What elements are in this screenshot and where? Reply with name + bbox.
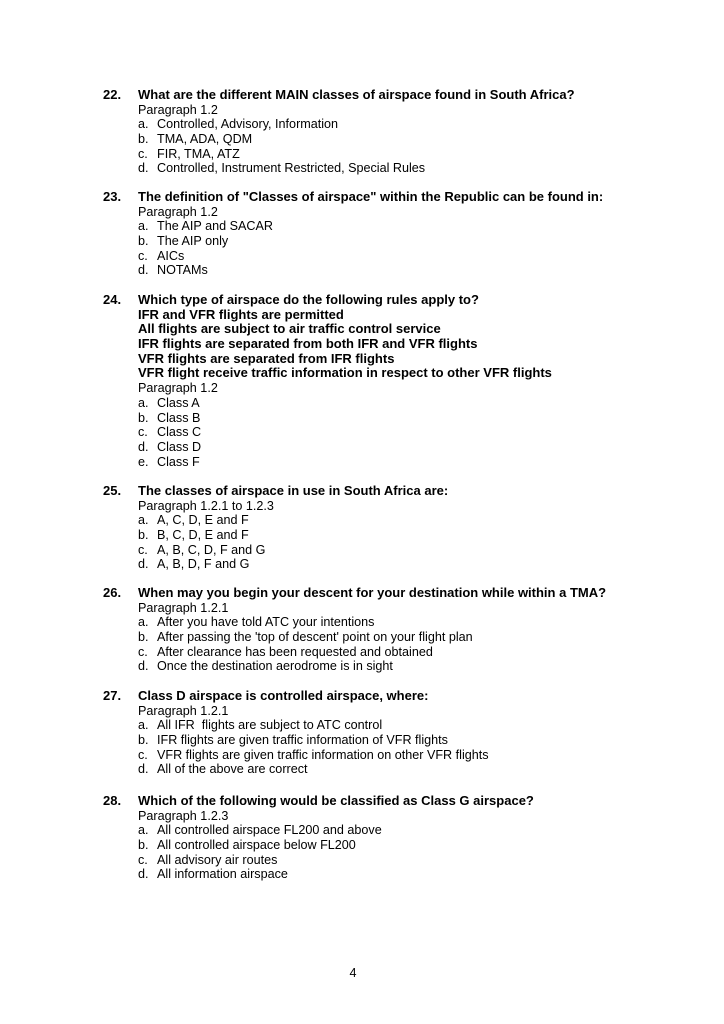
option-letter: a.	[138, 117, 149, 132]
option-text: B, C, D, E and F	[157, 528, 249, 543]
option-text: All controlled airspace FL200 and above	[157, 823, 382, 838]
answer-option	[138, 528, 663, 543]
option-letter: b.	[138, 838, 149, 853]
option-text: A, C, D, E and F	[157, 513, 249, 528]
option-letter: c.	[138, 248, 148, 263]
answer-option	[138, 161, 663, 176]
answer-option	[138, 659, 663, 674]
option-letter: b.	[138, 630, 149, 645]
question-text: Which type of airspace do the following rules apply to?	[138, 292, 479, 307]
answer-option	[138, 263, 663, 278]
option-letter: c.	[138, 747, 148, 762]
option-text: After passing the 'top of descent' point on your flight plan	[157, 630, 473, 645]
question-number: 27.	[103, 688, 122, 703]
option-text: A, B, C, D, F and G	[157, 542, 266, 557]
option-letter: d.	[138, 557, 149, 572]
question-24	[103, 293, 663, 469]
answer-option	[138, 823, 663, 838]
option-text: VFR flights are given traffic information on other VFR flights	[157, 747, 489, 762]
option-letter: a.	[138, 219, 149, 234]
answer-option	[138, 513, 663, 528]
paragraph-reference: Paragraph 1.2.1	[138, 703, 229, 718]
option-text: The AIP and SACAR	[157, 219, 273, 234]
question-stem	[103, 293, 663, 308]
option-text: IFR flights are given traffic information of VFR flights	[157, 733, 448, 748]
answer-option	[138, 718, 663, 733]
option-letter: b.	[138, 410, 149, 425]
option-letter: a.	[138, 395, 149, 410]
question-rule-line: IFR flights are separated from both IFR and VFR flights	[138, 336, 478, 352]
answer-option	[138, 440, 663, 455]
question-rule-line: VFR flight receive traffic information in respect to other VFR flights	[138, 365, 552, 381]
question-number: 28.	[103, 793, 122, 808]
answer-option	[138, 645, 663, 660]
option-letter: c.	[138, 644, 148, 659]
answer-option	[138, 425, 663, 440]
option-letter: d.	[138, 439, 149, 454]
option-text: After clearance has been requested and obtained	[157, 644, 433, 659]
question-text: What are the different MAIN classes of airspace found in South Africa?	[138, 87, 575, 102]
question-27	[103, 689, 663, 777]
answer-option	[138, 762, 663, 777]
question-number: 22.	[103, 87, 122, 102]
option-text: All of the above are correct	[157, 762, 308, 777]
paragraph-reference: Paragraph 1.2.1	[138, 600, 229, 615]
answer-option	[138, 748, 663, 763]
option-letter: d.	[138, 867, 149, 882]
question-rule-line: VFR flights are separated from IFR flights	[138, 350, 395, 366]
option-text: Class F	[157, 454, 200, 469]
answer-option	[138, 853, 663, 868]
answer-option	[138, 838, 663, 853]
paragraph-reference: Paragraph 1.2	[138, 102, 218, 117]
option-letter: b.	[138, 132, 149, 147]
question-number: 24.	[103, 292, 122, 307]
paragraph-reference: Paragraph 1.2.1 to 1.2.3	[138, 498, 274, 513]
answer-option	[138, 867, 663, 882]
answer-option	[138, 234, 663, 249]
option-text: The AIP only	[157, 234, 229, 249]
option-text: AICs	[157, 248, 185, 263]
option-letter: b.	[138, 234, 149, 249]
question-23	[103, 190, 663, 278]
question-25	[103, 484, 663, 572]
option-text: Controlled, Advisory, Information	[157, 117, 339, 132]
option-text: Class C	[157, 425, 202, 440]
option-letter: c.	[138, 542, 148, 557]
question-stem	[103, 190, 663, 205]
question-rule-line: IFR and VFR flights are permitted	[138, 306, 344, 322]
question-number: 23.	[103, 189, 122, 204]
question-stem	[103, 484, 663, 499]
answer-option	[138, 543, 663, 558]
option-letter: b.	[138, 733, 149, 748]
question-stem	[103, 88, 663, 103]
option-text: Class B	[157, 410, 201, 425]
answer-option	[138, 411, 663, 426]
option-letter: b.	[138, 528, 149, 543]
option-letter: d.	[138, 762, 149, 777]
option-letter: e.	[138, 454, 149, 469]
question-28	[103, 794, 663, 882]
option-text: TMA, ADA, QDM	[157, 132, 253, 147]
answer-option	[138, 147, 663, 162]
option-letter: c.	[138, 425, 148, 440]
question-text: Class D airspace is controlled airspace, where:	[138, 688, 429, 703]
option-text: Once the destination aerodrome is in sight	[157, 659, 393, 674]
question-stem	[103, 689, 663, 704]
paragraph-reference: Paragraph 1.2	[138, 204, 218, 219]
option-letter: d.	[138, 659, 149, 674]
question-text: When may you begin your descent for your destination while within a TMA?	[138, 585, 607, 600]
option-letter: a.	[138, 823, 149, 838]
question-22	[103, 88, 663, 176]
answer-option	[138, 615, 663, 630]
option-letter: d.	[138, 161, 149, 176]
option-letter: d.	[138, 263, 149, 278]
option-letter: c.	[138, 852, 148, 867]
option-text: NOTAMs	[157, 263, 208, 278]
option-text: All information airspace	[157, 867, 288, 882]
question-text: The classes of airspace in use in South Africa are:	[138, 483, 449, 498]
answer-option	[138, 557, 663, 572]
question-text: Which of the following would be classified as Class G airspace?	[138, 793, 534, 808]
option-text: After you have told ATC your intentions	[157, 615, 375, 630]
page-number: 4	[349, 966, 357, 980]
option-letter: a.	[138, 718, 149, 733]
answer-option	[138, 249, 663, 264]
question-rule-line: All flights are subject to air traffic control service	[138, 321, 441, 337]
option-text: Controlled, Instrument Restricted, Special Rules	[157, 161, 426, 176]
option-text: All controlled airspace below FL200	[157, 838, 356, 853]
option-text: All advisory air routes	[157, 852, 278, 867]
option-letter: a.	[138, 615, 149, 630]
answer-option	[138, 219, 663, 234]
question-26	[103, 586, 663, 674]
option-text: Class D	[157, 439, 202, 454]
question-text: The definition of "Classes of airspace" within the Republic can be found in:	[138, 189, 604, 204]
answer-option	[138, 630, 663, 645]
answer-option	[138, 132, 663, 147]
option-text: FIR, TMA, ATZ	[157, 146, 240, 161]
question-stem	[103, 586, 663, 601]
answer-option	[138, 396, 663, 411]
answer-option	[138, 117, 663, 132]
option-text: A, B, D, F and G	[157, 557, 250, 572]
option-text: All IFR flights are subject to ATC control	[157, 718, 383, 733]
question-number: 25.	[103, 483, 122, 498]
paragraph-reference: Paragraph 1.2.3	[138, 808, 229, 823]
answer-option	[138, 455, 663, 470]
question-stem	[103, 794, 663, 809]
option-letter: a.	[138, 513, 149, 528]
option-letter: c.	[138, 146, 148, 161]
question-number: 26.	[103, 585, 122, 600]
answer-option	[138, 733, 663, 748]
option-text: Class A	[157, 395, 200, 410]
paragraph-reference: Paragraph 1.2	[138, 381, 218, 396]
